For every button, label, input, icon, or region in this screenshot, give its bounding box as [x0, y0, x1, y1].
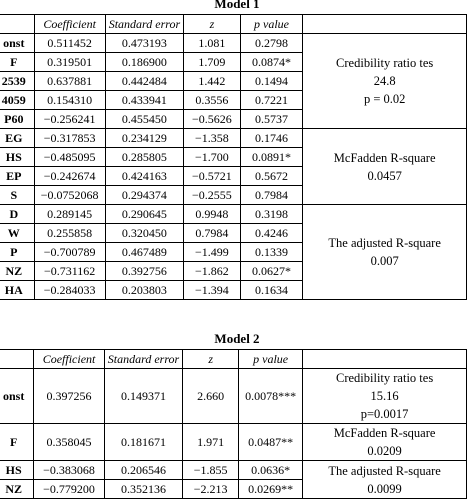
variable-name: HA [0, 281, 34, 300]
coefficient-value: −0.317853 [34, 129, 105, 148]
p-value: 0.5672 [240, 167, 303, 186]
variable-name: HS [0, 461, 34, 480]
statistic-line: McFadden R-square [333, 426, 436, 440]
header-variable [0, 350, 34, 369]
model-statistic-cell [303, 369, 467, 424]
variable-name: 2539 [0, 72, 34, 91]
coefficient-value: −0.284033 [34, 281, 105, 300]
standard-error-value: 0.294374 [105, 186, 183, 205]
standard-error-value: 0.442484 [105, 72, 183, 91]
p-value: 0.2798 [240, 34, 303, 53]
model-statistic-cell [303, 34, 467, 129]
z-value: −0.5721 [184, 167, 241, 186]
z-value: −0.2555 [184, 186, 241, 205]
statistic-line: McFadden R-square [333, 150, 436, 165]
model-2-header-row [0, 350, 467, 369]
z-value: 1.442 [184, 72, 241, 91]
z-value: −1.394 [184, 281, 241, 300]
statistic-line: p = 0.02 [363, 92, 406, 106]
header-z: z [183, 350, 239, 369]
variable-name: onst [0, 369, 34, 424]
standard-error-value: 0.352136 [104, 480, 182, 499]
z-value: 1.971 [183, 424, 239, 461]
statistic-line: 0.007 [370, 254, 399, 268]
standard-error-value: 0.206546 [104, 461, 182, 480]
p-value: 0.7984 [240, 186, 303, 205]
standard-error-value: 0.392756 [105, 262, 183, 281]
p-value: 0.0874* [240, 53, 303, 72]
header-p-value: p value [239, 350, 303, 369]
model-statistic-cell [303, 424, 467, 461]
p-value: 0.0636* [239, 461, 303, 480]
header-statistics [303, 350, 467, 369]
model-1-table [0, 14, 467, 300]
table-row [0, 461, 467, 480]
coefficient-value: 0.637881 [34, 72, 105, 91]
p-value: 0.3198 [240, 205, 303, 224]
p-value: 0.0891* [240, 148, 303, 167]
standard-error-value: 0.290645 [105, 205, 183, 224]
standard-error-value: 0.467489 [105, 243, 183, 262]
variable-name: F [0, 424, 34, 461]
table-row [0, 424, 467, 461]
statistic-line: The adjusted R-square [328, 463, 441, 478]
variable-name: NZ [0, 262, 34, 281]
p-value: 0.5737 [240, 110, 303, 129]
z-value: 2.660 [183, 369, 239, 424]
header-coefficient: Coefficient [34, 15, 105, 34]
coefficient-value: 0.511452 [34, 34, 105, 53]
z-value: −1.358 [184, 129, 241, 148]
model-2-title: Model 2 [214, 331, 260, 346]
standard-error-value: 0.285805 [105, 148, 183, 167]
statistic-line: 15.16 [370, 389, 399, 403]
statistic-line: Credibility ratio tes [335, 371, 434, 385]
p-value: 0.1634 [240, 281, 303, 300]
header-statistics [303, 15, 467, 34]
coefficient-value: 0.397256 [34, 369, 104, 424]
z-value: 0.3556 [184, 91, 241, 110]
coefficient-value: −0.731162 [34, 262, 105, 281]
z-value: 0.7984 [184, 224, 241, 243]
table-row [0, 205, 467, 224]
standard-error-value: 0.186900 [105, 53, 183, 72]
table-row [0, 129, 467, 148]
variable-name: EG [0, 129, 34, 148]
statistic-line: 0.0457 [367, 168, 402, 183]
variable-name: D [0, 205, 34, 224]
coefficient-value: 0.255858 [34, 224, 105, 243]
p-value: 0.0627* [240, 262, 303, 281]
standard-error-value: 0.181671 [104, 424, 182, 461]
header-variable [0, 15, 34, 34]
variable-name: P60 [0, 110, 34, 129]
z-value: −1.855 [183, 461, 239, 480]
z-value: −0.5626 [184, 110, 241, 129]
p-value: 0.4246 [240, 224, 303, 243]
model-2-table [0, 349, 467, 499]
coefficient-value: 0.319501 [34, 53, 105, 72]
variable-name: HS [0, 148, 34, 167]
z-value: −1.862 [184, 262, 241, 281]
coefficient-value: −0.256241 [34, 110, 105, 129]
variable-name: EP [0, 167, 34, 186]
coefficient-value: 0.154310 [34, 91, 105, 110]
standard-error-value: 0.149371 [104, 369, 182, 424]
z-value: −1.499 [184, 243, 241, 262]
standard-error-value: 0.203803 [105, 281, 183, 300]
coefficient-value: 0.289145 [34, 205, 105, 224]
z-value: 1.709 [184, 53, 241, 72]
model-1-header-row [0, 15, 467, 34]
statistic-line: The adjusted R-square [328, 236, 441, 250]
z-value: 1.081 [184, 34, 241, 53]
p-value: 0.1746 [240, 129, 303, 148]
standard-error-value: 0.433941 [105, 91, 183, 110]
statistic-line: 0.0209 [367, 444, 402, 458]
variable-name: P [0, 243, 34, 262]
statistic-line: p=0.0017 [360, 407, 409, 421]
p-value: 0.1339 [240, 243, 303, 262]
standard-error-value: 0.320450 [105, 224, 183, 243]
model-statistic-cell [303, 205, 467, 300]
header-coefficient: Coefficient [34, 350, 104, 369]
p-value: 0.1494 [240, 72, 303, 91]
variable-name: NZ [0, 480, 34, 499]
coefficient-value: −0.700789 [34, 243, 105, 262]
header-z: z [184, 15, 241, 34]
standard-error-value: 0.455450 [105, 110, 183, 129]
z-value: 0.9948 [184, 205, 241, 224]
header-standard-error: Standard error [105, 15, 183, 34]
z-value: −2.213 [183, 480, 239, 499]
z-value: −1.700 [184, 148, 241, 167]
coefficient-value: −0.485095 [34, 148, 105, 167]
table-row [0, 369, 467, 424]
variable-name: onst [0, 34, 34, 53]
table-row [0, 34, 467, 53]
p-value: 0.7221 [240, 91, 303, 110]
p-value: 0.0078*** [239, 369, 303, 424]
variable-name: W [0, 224, 34, 243]
coefficient-value: −0.383068 [34, 461, 104, 480]
variable-name: F [0, 53, 34, 72]
coefficient-value: −0.779200 [34, 480, 104, 499]
model-1-title: Model 1 [214, 0, 260, 11]
p-value: 0.0487** [239, 424, 303, 461]
statistic-line: 0.0099 [367, 481, 402, 496]
p-value: 0.0269** [239, 480, 303, 499]
standard-error-value: 0.234129 [105, 129, 183, 148]
statistic-line: Credibility ratio tes [336, 56, 434, 70]
statistic-line: 24.8 [373, 74, 396, 88]
variable-name: S [0, 186, 34, 205]
coefficient-value: −0.0752068 [34, 186, 105, 205]
coefficient-value: 0.358045 [34, 424, 104, 461]
coefficient-value: −0.242674 [34, 167, 105, 186]
header-p-value: p value [240, 15, 303, 34]
model-statistic-cell [303, 461, 467, 499]
standard-error-value: 0.424163 [105, 167, 183, 186]
variable-name: 4059 [0, 91, 34, 110]
model-statistic-cell [303, 129, 467, 205]
header-standard-error: Standard error [104, 350, 182, 369]
standard-error-value: 0.473193 [105, 34, 183, 53]
